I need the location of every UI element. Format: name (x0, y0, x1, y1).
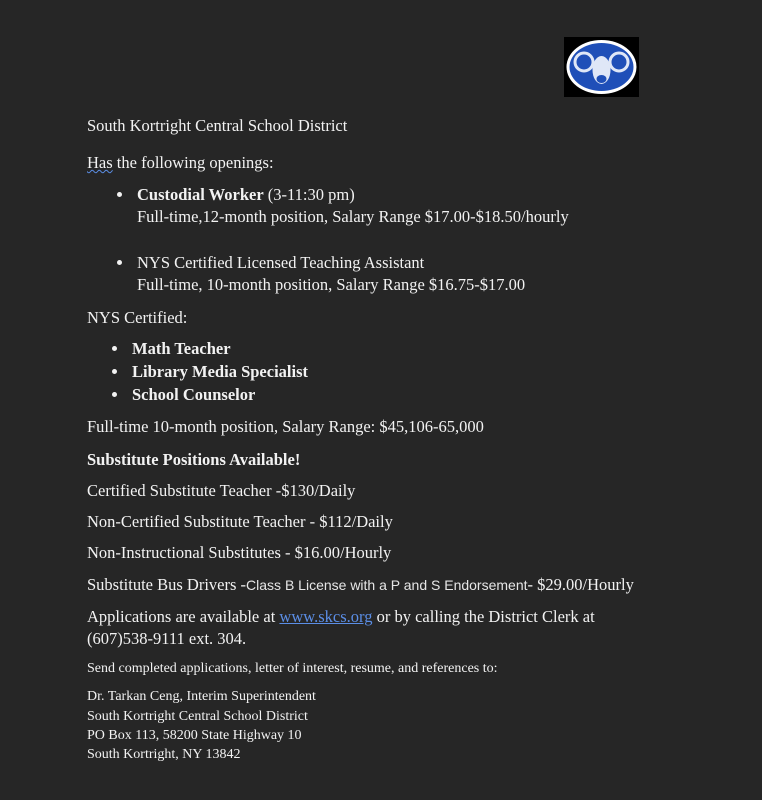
has-word: Has (87, 153, 113, 172)
intro-rest: the following openings: (112, 153, 274, 172)
opening-detail: Full-time, 10-month position, Salary Range $16.75-$17.00 (137, 275, 526, 294)
opening-title: NYS Certified Licensed Teaching Assistant (137, 253, 425, 272)
substitute-line: Certified Substitute Teacher -$130/Daily (87, 481, 356, 500)
applications-b: or by calling the District Clerk at (372, 607, 595, 626)
substitutes-heading: Substitute Positions Available! (87, 450, 301, 469)
applications-a: Applications are available at (87, 607, 280, 626)
address-line: Dr. Tarkan Ceng, Interim Superintendent (87, 689, 316, 704)
bus-a: Substitute Bus Drivers - (87, 575, 247, 594)
bullet-icon (112, 392, 117, 397)
opening-hours: (3-11:30 pm) (263, 185, 355, 204)
bus-rate: - $29.00/Hourly (527, 575, 634, 594)
bullet-icon (112, 346, 117, 351)
bullet-icon (117, 192, 122, 197)
certified-item: School Counselor (132, 385, 256, 404)
address-line: South Kortright Central School District (87, 709, 308, 724)
send-line: Send completed applications, letter of interest, resume, and references to: (87, 661, 498, 676)
bullet-icon (117, 260, 122, 265)
phone-line: (607)538-9111 ext. 304. (87, 629, 247, 648)
opening-title: Custodial Worker (137, 185, 264, 204)
website-link[interactable]: www.skcs.org (279, 607, 373, 626)
address-line: South Kortright, NY 13842 (87, 747, 241, 762)
bus-driver-line (87, 575, 634, 595)
certified-heading: NYS Certified: (87, 308, 188, 327)
bullet-icon (112, 369, 117, 374)
substitute-line: Non-Instructional Substitutes - $16.00/Hourly (87, 543, 392, 562)
certified-detail: Full-time 10-month position, Salary Range: $45,106-65,000 (87, 417, 484, 436)
applications-line (87, 607, 595, 627)
substitute-line: Non-Certified Substitute Teacher - $112/Daily (87, 512, 393, 531)
intro-line (87, 153, 274, 173)
district-name: South Kortright Central School District (87, 116, 348, 135)
opening-custodial (137, 185, 355, 205)
ram-logo (564, 37, 639, 97)
address-line: PO Box 113, 58200 State Highway 10 (87, 728, 302, 743)
bus-license: Class B License with a P and S Endorsement (246, 577, 528, 593)
certified-item: Math Teacher (132, 339, 231, 358)
opening-detail: Full-time,12-month position, Salary Range $17.00-$18.50/hourly (137, 207, 569, 226)
certified-item: Library Media Specialist (132, 362, 308, 381)
